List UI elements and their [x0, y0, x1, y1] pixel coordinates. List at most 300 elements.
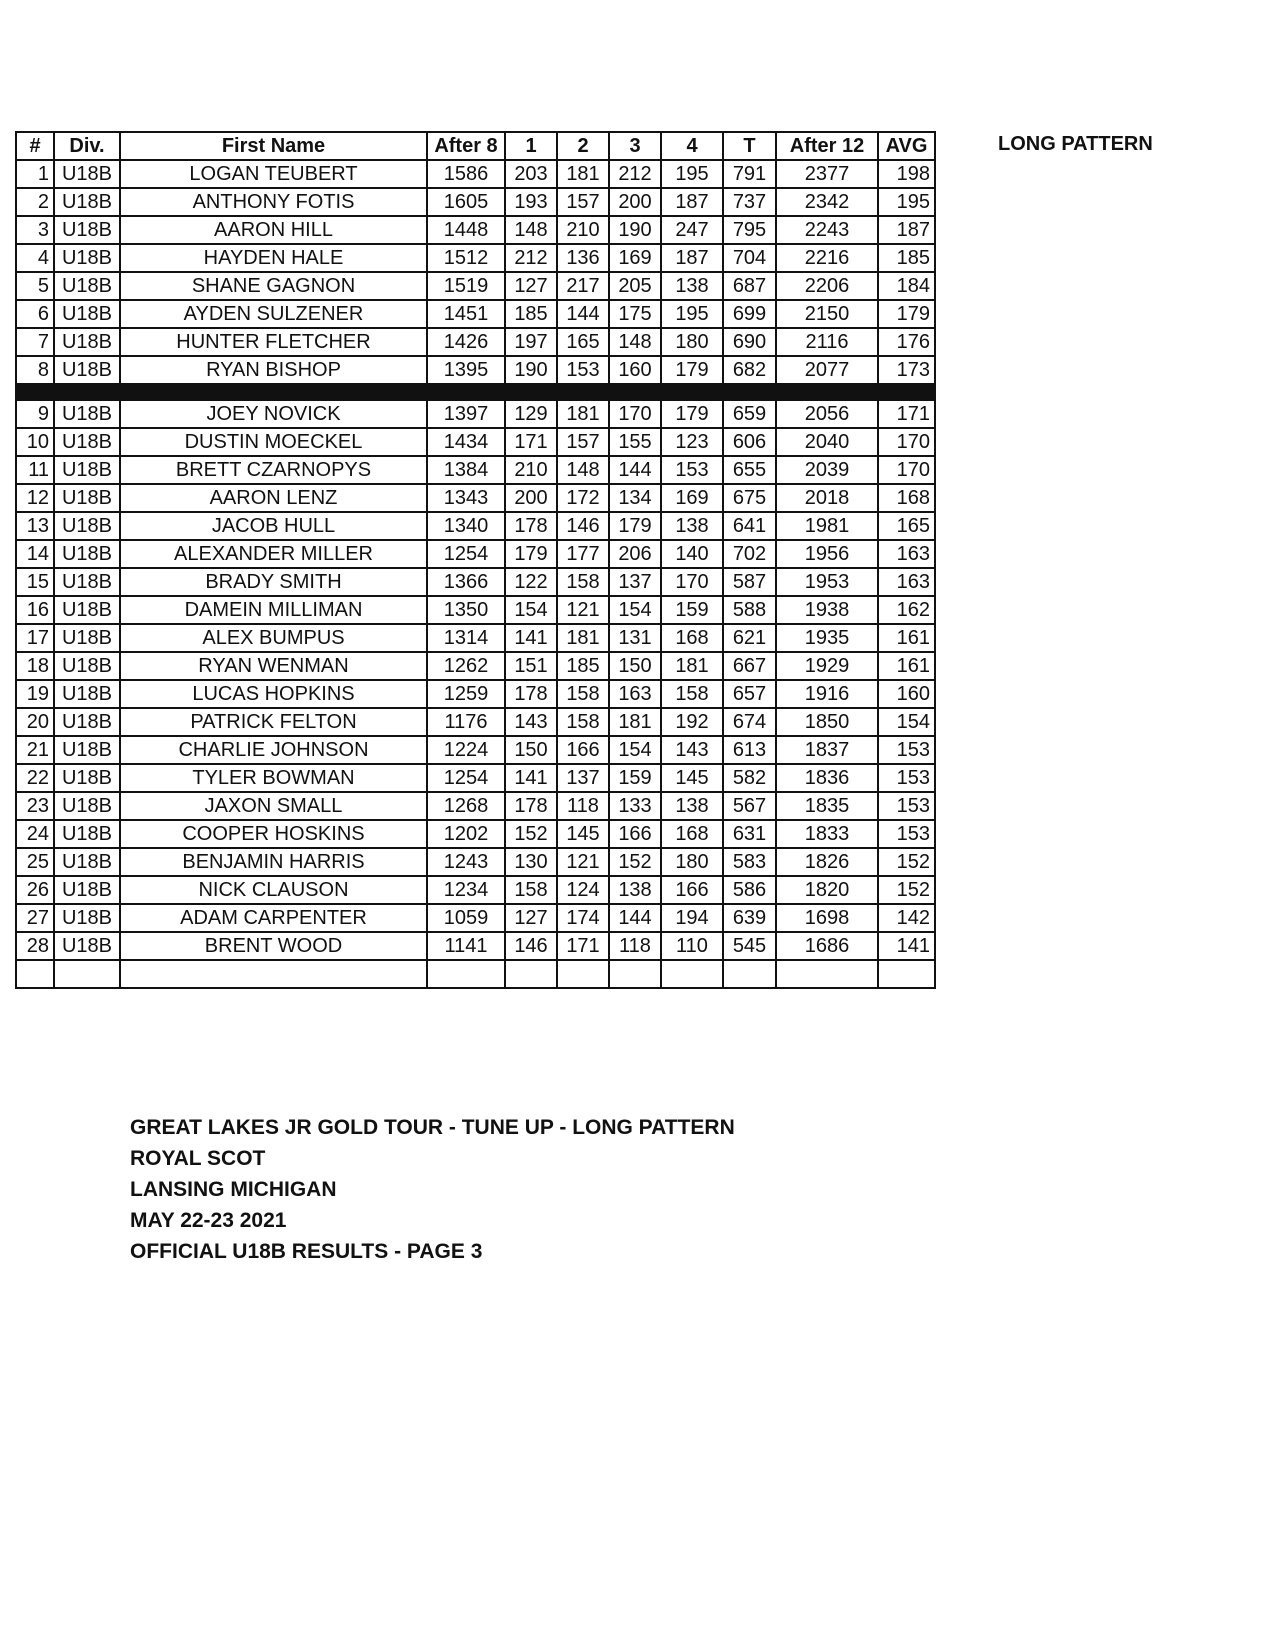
- table-cell: 1837: [776, 736, 878, 764]
- cut-separator-row-cell: [557, 384, 609, 400]
- table-cell: 791: [723, 160, 776, 188]
- table-cell: 1836: [776, 764, 878, 792]
- table-cell: 28: [16, 932, 54, 960]
- table-cell: 210: [557, 216, 609, 244]
- table-cell: 195: [661, 300, 723, 328]
- table-cell: 141: [878, 932, 935, 960]
- table-cell: 702: [723, 540, 776, 568]
- table-row: [16, 160, 935, 188]
- table-cell: 179: [661, 356, 723, 384]
- table-cell: 1426: [427, 328, 505, 356]
- table-cell: 181: [557, 624, 609, 652]
- table-cell: 153: [878, 764, 935, 792]
- empty-row-cell: [609, 960, 661, 988]
- table-cell: 138: [661, 272, 723, 300]
- table-cell: 160: [609, 356, 661, 384]
- table-cell: U18B: [54, 680, 120, 708]
- column-header: First Name: [120, 132, 427, 160]
- table-cell: HUNTER FLETCHER: [120, 328, 427, 356]
- table-cell: 1141: [427, 932, 505, 960]
- table-cell: 148: [557, 456, 609, 484]
- table-cell: 1202: [427, 820, 505, 848]
- table-cell: 159: [609, 764, 661, 792]
- table-cell: 657: [723, 680, 776, 708]
- table-cell: 210: [505, 456, 557, 484]
- table-cell: U18B: [54, 848, 120, 876]
- table-cell: 1268: [427, 792, 505, 820]
- table-cell: 2056: [776, 400, 878, 428]
- table-row: [16, 708, 935, 736]
- table-cell: 1224: [427, 736, 505, 764]
- table-cell: 185: [878, 244, 935, 272]
- table-row: [16, 876, 935, 904]
- table-cell: 1833: [776, 820, 878, 848]
- table-cell: 200: [609, 188, 661, 216]
- table-cell: 168: [661, 624, 723, 652]
- table-cell: 153: [557, 356, 609, 384]
- table-cell: 163: [609, 680, 661, 708]
- table-cell: U18B: [54, 356, 120, 384]
- table-cell: 1451: [427, 300, 505, 328]
- table-cell: 174: [557, 904, 609, 932]
- table-cell: U18B: [54, 400, 120, 428]
- table-cell: 2342: [776, 188, 878, 216]
- table-cell: HAYDEN HALE: [120, 244, 427, 272]
- table-cell: 687: [723, 272, 776, 300]
- table-cell: 2: [16, 188, 54, 216]
- table-cell: U18B: [54, 456, 120, 484]
- table-cell: 582: [723, 764, 776, 792]
- table-cell: 247: [661, 216, 723, 244]
- cut-separator-row-cell: [505, 384, 557, 400]
- table-cell: 193: [505, 188, 557, 216]
- table-cell: U18B: [54, 876, 120, 904]
- table-cell: 1512: [427, 244, 505, 272]
- table-cell: 641: [723, 512, 776, 540]
- table-cell: 5: [16, 272, 54, 300]
- table-cell: PATRICK FELTON: [120, 708, 427, 736]
- table-cell: 2040: [776, 428, 878, 456]
- column-header: Div.: [54, 132, 120, 160]
- table-cell: 8: [16, 356, 54, 384]
- table-cell: 158: [661, 680, 723, 708]
- table-cell: 163: [878, 568, 935, 596]
- table-row: [16, 540, 935, 568]
- table-cell: 165: [878, 512, 935, 540]
- table-row: [16, 596, 935, 624]
- table-cell: 9: [16, 400, 54, 428]
- table-row: [16, 624, 935, 652]
- table-cell: 121: [557, 596, 609, 624]
- table-cell: 160: [878, 680, 935, 708]
- table-cell: 690: [723, 328, 776, 356]
- table-row: [16, 272, 935, 300]
- table-cell: 157: [557, 428, 609, 456]
- table-cell: U18B: [54, 820, 120, 848]
- table-cell: 153: [661, 456, 723, 484]
- table-cell: 138: [661, 512, 723, 540]
- table-row: [16, 484, 935, 512]
- table-cell: U18B: [54, 624, 120, 652]
- table-cell: 154: [505, 596, 557, 624]
- table-cell: 187: [661, 188, 723, 216]
- table-cell: 613: [723, 736, 776, 764]
- cut-separator-row-cell: [661, 384, 723, 400]
- table-cell: 3: [16, 216, 54, 244]
- table-cell: 212: [505, 244, 557, 272]
- table-cell: 181: [609, 708, 661, 736]
- table-cell: 173: [878, 356, 935, 384]
- event-location: LANSING MICHIGAN: [130, 1178, 337, 1201]
- table-cell: 621: [723, 624, 776, 652]
- table-cell: 2377: [776, 160, 878, 188]
- table-cell: 172: [557, 484, 609, 512]
- table-cell: U18B: [54, 484, 120, 512]
- table-cell: DAMEIN MILLIMAN: [120, 596, 427, 624]
- table-cell: 170: [878, 428, 935, 456]
- table-row: [16, 764, 935, 792]
- column-header: 2: [557, 132, 609, 160]
- table-cell: 1686: [776, 932, 878, 960]
- table-cell: 141: [505, 624, 557, 652]
- table-cell: U18B: [54, 328, 120, 356]
- table-cell: 127: [505, 904, 557, 932]
- table-cell: 567: [723, 792, 776, 820]
- table-cell: 143: [661, 736, 723, 764]
- table-cell: 26: [16, 876, 54, 904]
- table-cell: U18B: [54, 736, 120, 764]
- table-cell: 178: [505, 512, 557, 540]
- table-cell: 179: [609, 512, 661, 540]
- table-cell: 137: [609, 568, 661, 596]
- table-cell: U18B: [54, 540, 120, 568]
- table-cell: 180: [661, 848, 723, 876]
- table-cell: 179: [661, 400, 723, 428]
- table-cell: 168: [661, 820, 723, 848]
- table-cell: 1259: [427, 680, 505, 708]
- pattern-label: LONG PATTERN: [998, 133, 1153, 155]
- table-cell: 150: [505, 736, 557, 764]
- table-cell: 178: [505, 792, 557, 820]
- table-cell: 169: [609, 244, 661, 272]
- table-cell: 587: [723, 568, 776, 596]
- table-cell: 704: [723, 244, 776, 272]
- table-cell: 179: [505, 540, 557, 568]
- table-cell: 178: [505, 680, 557, 708]
- table-cell: ALEX BUMPUS: [120, 624, 427, 652]
- table-cell: 169: [661, 484, 723, 512]
- table-cell: 170: [878, 456, 935, 484]
- table-cell: 180: [661, 328, 723, 356]
- table-cell: 194: [661, 904, 723, 932]
- table-cell: 11: [16, 456, 54, 484]
- table-cell: 737: [723, 188, 776, 216]
- cut-separator-row-cell: [54, 384, 120, 400]
- table-cell: ANTHONY FOTIS: [120, 188, 427, 216]
- table-cell: 195: [878, 188, 935, 216]
- table-cell: 1850: [776, 708, 878, 736]
- table-cell: 16: [16, 596, 54, 624]
- table-cell: 140: [661, 540, 723, 568]
- table-cell: 154: [878, 708, 935, 736]
- table-cell: 185: [505, 300, 557, 328]
- table-row: [16, 244, 935, 272]
- table-cell: BRENT WOOD: [120, 932, 427, 960]
- table-cell: 138: [609, 876, 661, 904]
- table-cell: 1935: [776, 624, 878, 652]
- table-cell: 133: [609, 792, 661, 820]
- table-cell: 1: [16, 160, 54, 188]
- table-cell: U18B: [54, 160, 120, 188]
- table-cell: 18: [16, 652, 54, 680]
- table-cell: 7: [16, 328, 54, 356]
- table-cell: 1820: [776, 876, 878, 904]
- table-cell: 2018: [776, 484, 878, 512]
- table-header-row: [16, 132, 935, 160]
- table-row: [16, 216, 935, 244]
- table-cell: U18B: [54, 216, 120, 244]
- table-cell: TYLER BOWMAN: [120, 764, 427, 792]
- table-cell: U18B: [54, 428, 120, 456]
- empty-row-cell: [120, 960, 427, 988]
- table-cell: 1826: [776, 848, 878, 876]
- table-cell: JOEY NOVICK: [120, 400, 427, 428]
- table-cell: RYAN BISHOP: [120, 356, 427, 384]
- table-row: [16, 820, 935, 848]
- empty-row-cell: [16, 960, 54, 988]
- table-cell: U18B: [54, 904, 120, 932]
- table-cell: 198: [878, 160, 935, 188]
- table-cell: U18B: [54, 596, 120, 624]
- table-cell: 1835: [776, 792, 878, 820]
- table-cell: 675: [723, 484, 776, 512]
- table-cell: 118: [609, 932, 661, 960]
- table-cell: 181: [557, 160, 609, 188]
- table-cell: 154: [609, 596, 661, 624]
- table-cell: 181: [661, 652, 723, 680]
- table-cell: 631: [723, 820, 776, 848]
- empty-row-cell: [557, 960, 609, 988]
- table-cell: 138: [661, 792, 723, 820]
- table-cell: 1176: [427, 708, 505, 736]
- table-cell: AARON HILL: [120, 216, 427, 244]
- table-cell: 146: [505, 932, 557, 960]
- table-cell: 206: [609, 540, 661, 568]
- table-cell: 1340: [427, 512, 505, 540]
- table-cell: 158: [505, 876, 557, 904]
- table-cell: 1350: [427, 596, 505, 624]
- table-cell: 588: [723, 596, 776, 624]
- table-row: [16, 652, 935, 680]
- cut-separator-row-cell: [723, 384, 776, 400]
- table-cell: 159: [661, 596, 723, 624]
- table-cell: 153: [878, 736, 935, 764]
- table-cell: 170: [661, 568, 723, 596]
- table-cell: BRADY SMITH: [120, 568, 427, 596]
- table-row: [16, 428, 935, 456]
- table-cell: 27: [16, 904, 54, 932]
- table-cell: 1953: [776, 568, 878, 596]
- table-cell: U18B: [54, 512, 120, 540]
- table-cell: 131: [609, 624, 661, 652]
- table-cell: 143: [505, 708, 557, 736]
- table-cell: 162: [878, 596, 935, 624]
- table-cell: 1448: [427, 216, 505, 244]
- table-cell: 6: [16, 300, 54, 328]
- column-header: #: [16, 132, 54, 160]
- table-cell: 217: [557, 272, 609, 300]
- table-cell: 152: [609, 848, 661, 876]
- table-cell: 2216: [776, 244, 878, 272]
- table-cell: 171: [557, 932, 609, 960]
- table-cell: 165: [557, 328, 609, 356]
- table-cell: U18B: [54, 792, 120, 820]
- table-body: [16, 160, 935, 988]
- column-header: 1: [505, 132, 557, 160]
- table-cell: COOPER HOSKINS: [120, 820, 427, 848]
- table-cell: 190: [609, 216, 661, 244]
- table-cell: 2039: [776, 456, 878, 484]
- table-cell: 12: [16, 484, 54, 512]
- table-cell: 166: [609, 820, 661, 848]
- table-cell: 124: [557, 876, 609, 904]
- empty-row-cell: [661, 960, 723, 988]
- table-cell: 177: [557, 540, 609, 568]
- table-cell: 152: [878, 848, 935, 876]
- column-header: 3: [609, 132, 661, 160]
- table-cell: 121: [557, 848, 609, 876]
- column-header: 4: [661, 132, 723, 160]
- table-cell: 129: [505, 400, 557, 428]
- table-cell: 212: [609, 160, 661, 188]
- results-table: [15, 131, 936, 989]
- table-cell: 200: [505, 484, 557, 512]
- table-cell: 134: [609, 484, 661, 512]
- table-cell: 1395: [427, 356, 505, 384]
- cut-separator-row-cell: [609, 384, 661, 400]
- table-cell: 157: [557, 188, 609, 216]
- table-cell: 24: [16, 820, 54, 848]
- table-cell: 136: [557, 244, 609, 272]
- table-cell: 151: [505, 652, 557, 680]
- empty-row: [16, 960, 935, 988]
- table-cell: 586: [723, 876, 776, 904]
- table-cell: 176: [878, 328, 935, 356]
- table-cell: 1938: [776, 596, 878, 624]
- table-cell: 545: [723, 932, 776, 960]
- table-cell: 22: [16, 764, 54, 792]
- table-cell: 163: [878, 540, 935, 568]
- table-cell: 2116: [776, 328, 878, 356]
- table-row: [16, 792, 935, 820]
- table-cell: 148: [609, 328, 661, 356]
- table-cell: U18B: [54, 652, 120, 680]
- table-cell: AYDEN SULZENER: [120, 300, 427, 328]
- table-cell: 795: [723, 216, 776, 244]
- table-cell: 127: [505, 272, 557, 300]
- table-cell: U18B: [54, 568, 120, 596]
- table-cell: 1314: [427, 624, 505, 652]
- table-cell: 197: [505, 328, 557, 356]
- table-cell: 148: [505, 216, 557, 244]
- results-page-label: OFFICIAL U18B RESULTS - PAGE 3: [130, 1240, 483, 1263]
- table-cell: 1243: [427, 848, 505, 876]
- table-cell: 1384: [427, 456, 505, 484]
- column-header: T: [723, 132, 776, 160]
- table-cell: 2243: [776, 216, 878, 244]
- table-cell: U18B: [54, 764, 120, 792]
- table-cell: 185: [557, 652, 609, 680]
- table-cell: 171: [878, 400, 935, 428]
- table-cell: 2077: [776, 356, 878, 384]
- table-cell: 170: [609, 400, 661, 428]
- table-row: [16, 356, 935, 384]
- table-cell: 17: [16, 624, 54, 652]
- table-row: [16, 328, 935, 356]
- table-cell: 699: [723, 300, 776, 328]
- table-cell: 142: [878, 904, 935, 932]
- table-cell: U18B: [54, 300, 120, 328]
- table-cell: 14: [16, 540, 54, 568]
- table-cell: 659: [723, 400, 776, 428]
- table-cell: CHARLIE JOHNSON: [120, 736, 427, 764]
- table-cell: 1397: [427, 400, 505, 428]
- empty-row-cell: [54, 960, 120, 988]
- table-cell: 20: [16, 708, 54, 736]
- table-cell: 667: [723, 652, 776, 680]
- table-cell: 1956: [776, 540, 878, 568]
- table-cell: LUCAS HOPKINS: [120, 680, 427, 708]
- table-cell: 144: [557, 300, 609, 328]
- table-cell: 153: [878, 792, 935, 820]
- column-header: AVG: [878, 132, 935, 160]
- table-cell: 181: [557, 400, 609, 428]
- column-header: After 8: [427, 132, 505, 160]
- table-cell: 639: [723, 904, 776, 932]
- table-cell: 158: [557, 568, 609, 596]
- empty-row-cell: [505, 960, 557, 988]
- table-cell: 1586: [427, 160, 505, 188]
- table-row: [16, 848, 935, 876]
- table-cell: 118: [557, 792, 609, 820]
- table-cell: 155: [609, 428, 661, 456]
- table-cell: 122: [505, 568, 557, 596]
- event-title: GREAT LAKES JR GOLD TOUR - TUNE UP - LONG PATTERN: [130, 1116, 735, 1139]
- table-row: [16, 680, 935, 708]
- table-cell: 1234: [427, 876, 505, 904]
- table-row: [16, 568, 935, 596]
- table-cell: 153: [878, 820, 935, 848]
- table-cell: 13: [16, 512, 54, 540]
- table-cell: 1254: [427, 540, 505, 568]
- empty-row-cell: [723, 960, 776, 988]
- table-cell: 1929: [776, 652, 878, 680]
- table-row: [16, 456, 935, 484]
- table-cell: 158: [557, 708, 609, 736]
- table-row: [16, 932, 935, 960]
- table-cell: 171: [505, 428, 557, 456]
- table-cell: 1698: [776, 904, 878, 932]
- cut-separator-row-cell: [120, 384, 427, 400]
- table-cell: JAXON SMALL: [120, 792, 427, 820]
- table-cell: 2150: [776, 300, 878, 328]
- table-cell: 110: [661, 932, 723, 960]
- table-cell: 23: [16, 792, 54, 820]
- table-cell: 195: [661, 160, 723, 188]
- table-cell: 161: [878, 652, 935, 680]
- table-cell: 166: [557, 736, 609, 764]
- table-cell: 655: [723, 456, 776, 484]
